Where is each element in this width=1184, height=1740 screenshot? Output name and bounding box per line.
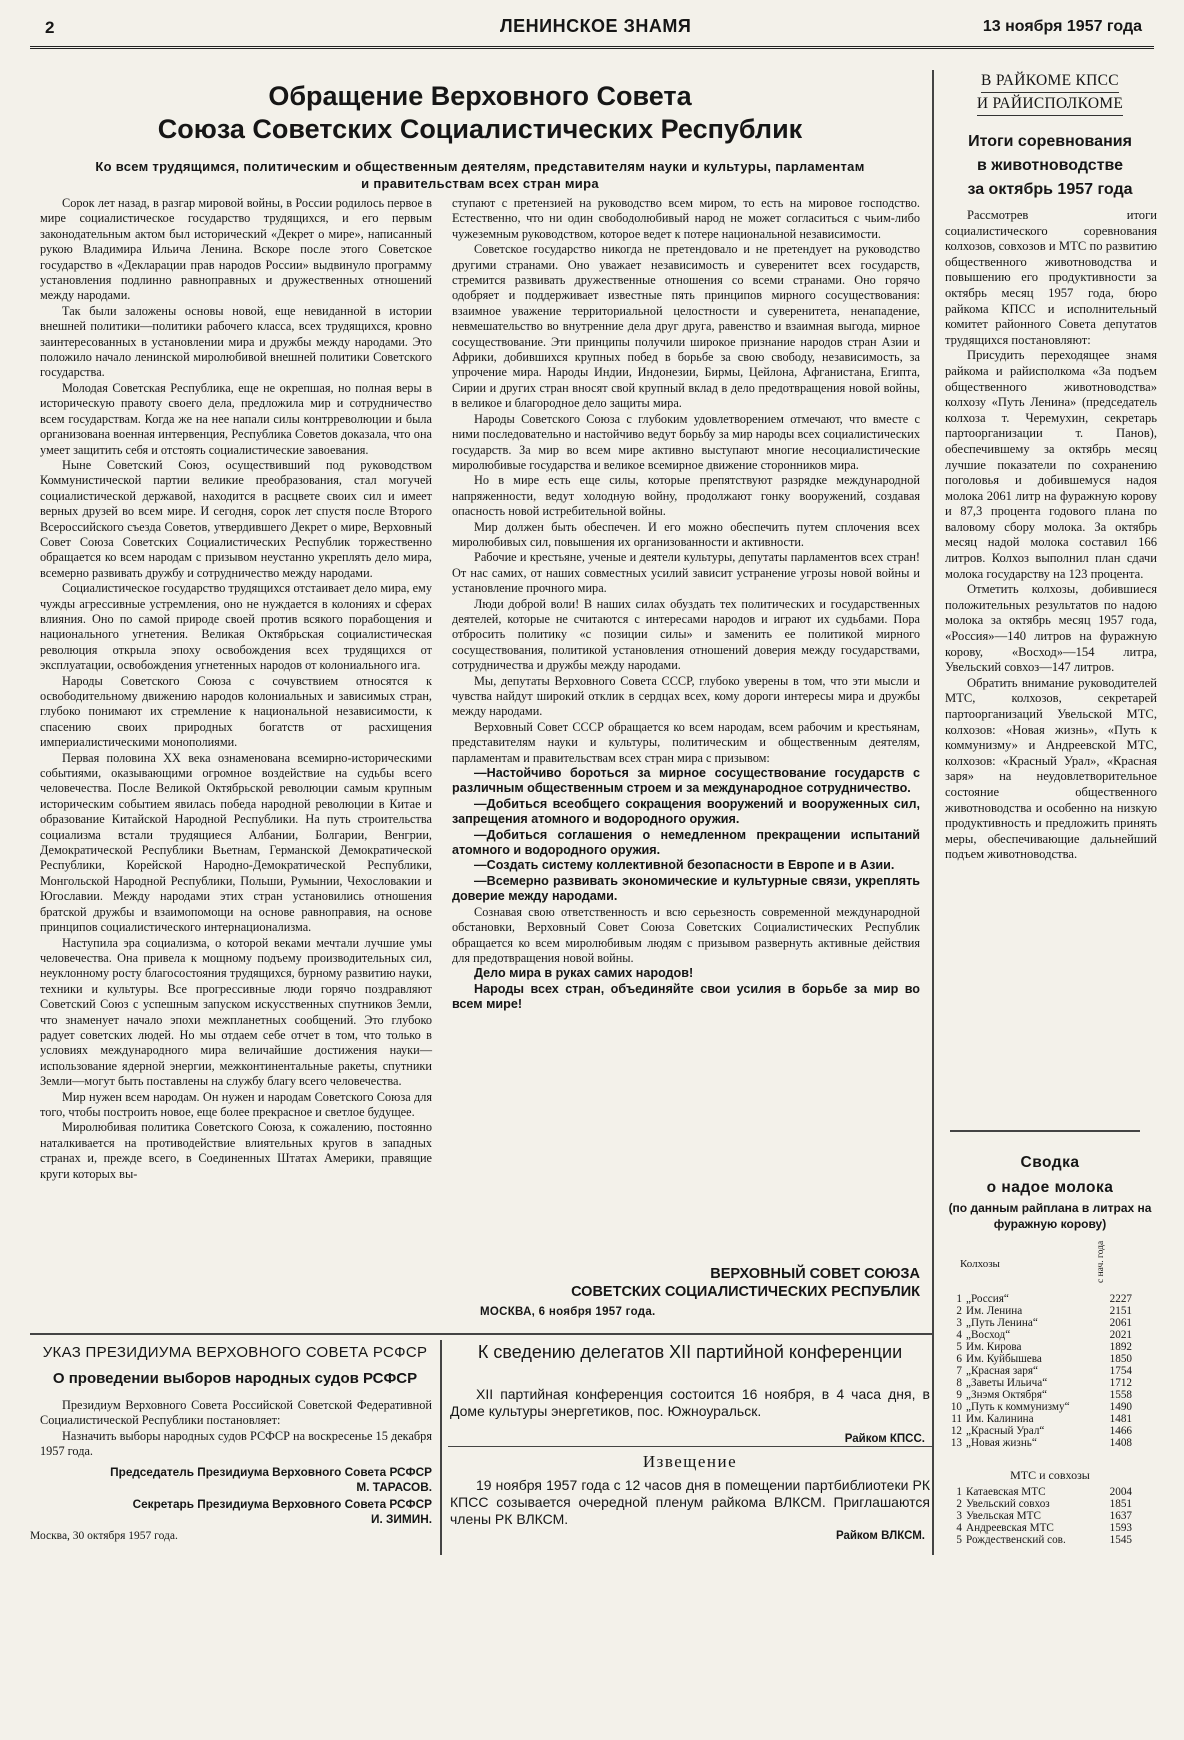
table-row: [948, 1498, 1142, 1510]
appeal-demand: —Настойчиво бороться за мирное сосуществование государств с различным общественным строем и за международное сотрудничество.: [452, 766, 920, 796]
row-number: 12: [950, 1425, 962, 1437]
row-name: Увельская МТС: [966, 1510, 1041, 1522]
appeal-paragraph: Советское государство никогда не претендовало и не претендует на руководство другими странами. Оно уважает независимость и суверенитет всех государств, стремится развивать дружественные отношения со всеми странами. Оно горячо одобряет и поддерживает известные пять принципов мирного сосуществования: взаимное уважение территориальной целостности и суверенитета, ненападение, невмешательство во внутренние дела друг друга, равенство и взаимная выгода, мирное сосуществование. Эти принципы получили широкое признание народов стран Азии и Африки, добившихся крупных побед в борьбе за свою свободу, независимость, за упрочение мира. Народы Индии, Индонезии, Бирмы, Цейлона, Афганистана, Египта, Сирии и других стран вносят свой крупный вклад в дело предотвращения новой войны, в великое и благородное дело защиты мира.: [452, 242, 920, 411]
appeal-signature-line1: ВЕРХОВНЫЙ СОВЕТ СОЮЗА: [710, 1266, 920, 1282]
row-name: Андреевская МТС: [966, 1522, 1054, 1534]
appeal-paragraph: Первая половина XX века ознаменована всемирно-историческими событиями, оказывающими огромное воздействие на судьбы всего человечества. После Великой Октябрьской революции самым крупным историческим событием явилась победа народной революции в Китае и образование Китайской Народной Республики. На путь строительства социализма встали трудящиеся Албании, Болгарии, Венгрии, Демократической Республики Вьетнам, Германской Демократической Республики, Корейской Народно-Демократической Республики, Монгольской Народной Республики, Польши, Румынии, Чехословакии и Югославии. Между народами этих стран установились отношения братской дружбы и взаимопомощи на основе равноправия, на основе принципов социалистического интернационализма.: [40, 750, 432, 935]
row-value: 2021: [1109, 1329, 1132, 1341]
appeal-paragraph: Социалистическое государство трудящихся отстаивает дело мира, ему чужды агрессивные устремления, оно не нуждается в колониях и сферах влияния. Оно по самой природе своей против всякого порабощения и национального угнетения. Великая Октябрьская социалистическая революция открыла эпоху освобождения всех трудящихся от эксплуатации, освобождения угнетенных народов от колониального ига.: [40, 581, 432, 673]
ukaz-sig1-name: М. ТАРАСОВ.: [356, 1480, 432, 1494]
appeal-paragraph: Но в мире есть еще силы, которые препятствуют разрядке международной напряженности, ведут холодную войну, продолжают гонку вооружений, создавая опасность новой истребительной войны.: [452, 473, 920, 519]
row-value: 2004: [1109, 1486, 1132, 1498]
appeal-paragraph: Ныне Советский Союз, осуществивший под руководством Коммунистической партии великие преобразования, стал могучей социалистической державой, находится в расцвете своих сил и имеет верных друзей во всем мире. И сегодня, сорок лет спустя после Второго Всероссийского съезда Советов, утвердившего Декрет о мире, Верховный Совет Союза Советских Социалистических Республик торжественно обращается ко всем народам с призывом неустанно укреплять дело мира, всемерно развивать дружбу и сотрудничество между народами.: [40, 457, 432, 580]
row-name: „Путь к коммунизму“: [966, 1401, 1070, 1413]
appeal-paragraph: Сознавая свою ответственность и всю серьезность современной международной обстановки, Верховный Совет Союза Советских Социалистических Республик обращается ко всем миролюбивым людям с призывом развернуть активные действия для предотвращения новой войны.: [452, 904, 920, 965]
appeal-paragraph: Так были заложены основы новой, еще невиданной в истории внешней политики—политики рабочего класса, всех трудящихся, кровно заинтересованных в установлении мира и дружбы между народами. Это положило начало ленинской миролюбивой внешней политики Советского государства.: [40, 303, 432, 380]
appeal-paragraph: Миролюбивая политика Советского Союза, к сожалению, постоянно наталкивается на противодействие влиятельных кругов в западных странах и, прежде всего, в Соединенных Штатах Америки, правящие круги которых вы-: [40, 1120, 432, 1181]
appeal-title-line1: Обращение Верховного Совета: [268, 81, 692, 111]
conference-title: К сведению делегатов XII партийной конференции: [477, 1342, 903, 1362]
table-row: [948, 1401, 1142, 1413]
table-row: [948, 1486, 1142, 1498]
ukaz-paragraph: Назначить выборы народных судов РСФСР на воскресенье 15 декабря 1957 года.: [40, 1428, 432, 1459]
row-value: 1490: [1109, 1401, 1132, 1413]
table-row: [948, 1425, 1142, 1437]
svodka-title-line2: о надое молока: [986, 1179, 1114, 1196]
raikom-body: [945, 208, 1157, 863]
newspaper-name: ЛЕНИНСКОЕ ЗНАМЯ: [500, 16, 692, 36]
notice-rule: [448, 1446, 932, 1447]
notice-text: 19 ноября 1957 года с 12 часов дня в помещении партбиблиотеки РК КПСС созывается очередной пленум райкома ВЛКСМ. Приглашаются члены РК ВЛКСМ.: [450, 1477, 930, 1527]
row-value: 1593: [1109, 1522, 1132, 1534]
row-name: Им. Ленина: [966, 1305, 1023, 1317]
appeal-paragraph: Народы Советского Союза с глубоким удовлетворением отмечают, что вместе с ними последовательно и настойчиво ведут борьбу за мир народы всех социалистических государств. За мир во всем мире активно выступают многие несоциалистические миролюбивые государства и великое всемирное движение сторонников мира.: [452, 411, 920, 472]
ukaz-signature-2: [40, 1497, 432, 1527]
row-number: 6: [956, 1353, 962, 1365]
table-row: [948, 1377, 1142, 1389]
row-number: 1: [956, 1486, 962, 1498]
right-column-divider: [932, 70, 934, 1340]
row-name: Им. Куйбышева: [966, 1353, 1042, 1365]
row-value: 1408: [1109, 1437, 1132, 1449]
table-row: [948, 1329, 1142, 1341]
raikom-title-line3: за октябрь 1957 года: [967, 181, 1133, 198]
appeal-closing: Народы всех стран, объединяйте свои усилия в борьбе за мир во всем мире!: [452, 981, 920, 1012]
table-row: [948, 1510, 1142, 1522]
table-row: [948, 1293, 1142, 1305]
appeal-paragraph: Мир должен быть обеспечен. И его можно обеспечить путем сплочения всех миролюбивых сил, повышения их организованности и активности.: [452, 519, 920, 549]
notice-title: Извещение: [642, 1452, 738, 1471]
appeal-signature: [480, 1265, 920, 1301]
row-name: „Красный Урал“: [966, 1425, 1045, 1437]
svodka-title: [940, 1150, 1160, 1200]
row-value: 1850: [1109, 1353, 1132, 1365]
header-rule: [30, 46, 1154, 49]
row-name: „Заветы Ильича“: [966, 1377, 1048, 1389]
appeal-title: [40, 80, 920, 146]
row-number: 9: [956, 1389, 962, 1401]
table-row: [948, 1522, 1142, 1534]
page-number: 2: [45, 18, 55, 37]
table-row: [948, 1437, 1142, 1449]
appeal-place-date: МОСКВА, 6 ноября 1957 года.: [480, 1306, 656, 1318]
row-value: 1754: [1109, 1365, 1132, 1377]
row-name: „Новая жизнь“: [966, 1437, 1037, 1449]
svodka-note: (по данным райплана в литрах на фуражную корову): [948, 1201, 1152, 1231]
row-name: Им. Калинина: [966, 1413, 1034, 1425]
row-number: 7: [956, 1365, 962, 1377]
svodka-subtitle: МТС и совхозы: [1010, 1468, 1090, 1482]
svodka-kolkhoz-table: [948, 1293, 1142, 1449]
appeal-demand: —Создать систему коллективной безопасности в Европе и в Азии.: [474, 858, 895, 873]
issue-date: 13 ноября 1957 года: [982, 18, 1142, 35]
row-number: 11: [951, 1413, 962, 1425]
appeal-closing: Дело мира в руках самих народов!: [474, 966, 694, 981]
appeal-paragraph: Рабочие и крестьяне, ученые и деятели культуры, депутаты парламентов всех стран! От нас самих, от наших совместных усилий зависит устранение угрозы новой войны и установление прочного мира.: [452, 550, 920, 596]
row-name: Увельский совхоз: [966, 1498, 1050, 1510]
row-number: 5: [956, 1341, 962, 1353]
appeal-bottom-rule: [30, 1333, 932, 1335]
table-row: [948, 1534, 1142, 1546]
right-column-divider-lower: [932, 1340, 934, 1555]
svodka-column-name: Колхозы: [960, 1258, 1000, 1270]
row-name: „Знэмя Октября“: [966, 1389, 1047, 1401]
row-number: 10: [950, 1401, 962, 1413]
svodka-top-rule: [950, 1130, 1140, 1132]
row-number: 1: [956, 1293, 962, 1305]
row-number: 3: [956, 1510, 962, 1522]
appeal-paragraph: Люди доброй воли! В наших силах обуздать тех политических и государственных деятелей, которые не считаются с интересами народов и играют их судьбами. Пора отбросить политику «с позиции силы» и заменить ее политикой мирного сосуществования, политикой установления отношений доверия между государствами, сотрудничества и дружбы между народами.: [452, 596, 920, 673]
row-value: 2227: [1109, 1293, 1132, 1305]
row-value: 1892: [1109, 1341, 1132, 1353]
raikom-paragraph: Присудить переходящее знамя райкома и райисполкома «За подъем общественного животноводства» колхозу «Путь Ленина» (председатель колхоза т. Черемухин, секретарь партоорганизации т. Панов), обеспечившему за октябрь месяц лучшие показатели по сохранению поголовья и добившемуся надоя молока 2061 литр на фуражную корову и 87,3 процента годового плана по валовому сбору молока. За октябрь месяц надой молока составил 166 литров. Колхоз выполнил план сдачи молока государству на 123 процента.: [945, 348, 1157, 581]
row-name: Катаевская МТС: [966, 1486, 1046, 1498]
row-value: 1481: [1109, 1413, 1132, 1425]
bottom-divider: [440, 1340, 442, 1555]
conference-text: XII партийная конференция состоится 16 ноября, в 4 часа дня, в Доме культуры энергетиков, пос. Южноуральск.: [450, 1386, 930, 1419]
conference-body: [450, 1386, 930, 1420]
ukaz-paragraph: Президиум Верховного Совета Российской Советской Федеративной Социалистической Республики постановляет:: [40, 1398, 432, 1428]
row-value: 1558: [1109, 1389, 1132, 1401]
appeal-paragraph: Молодая Советская Республика, еще не окрепшая, но полная веры в историческую правоту своего дела, предложила мир и сотрудничество всем государствам. Когда же на нее напали силы контрреволюции и была организована военная интервенция, Республика Советов доказала, что она умеет защитить себя и отстоять социалистические завоевания.: [40, 380, 432, 457]
row-name: Рождественский сов.: [966, 1534, 1066, 1546]
ukaz-header: УКАЗ ПРЕЗИДИУМА ВЕРХОВНОГО СОВЕТА РСФСР: [42, 1344, 428, 1361]
appeal-paragraph: Народы Советского Союза с сочувствием относятся к освободительному движению народов колониальных и зависимых стран, глубоко понимают их стремление к национальной независимости, к спасению своих природных богатств от расхищения империалистическими монополиями.: [40, 673, 432, 750]
ukaz-signature-1: [40, 1465, 432, 1495]
ukaz-sig2-name: И. ЗИМИН.: [370, 1512, 432, 1526]
appeal-demand: —Всемерно развивать экономические и культурные связи, укреплять доверие между народами.: [452, 873, 920, 904]
appeal-subtitle: Ко всем трудящимся, политическим и общественным деятелям, представителям науки и культуры, парламентам и правительствам всех стран мира: [95, 159, 865, 191]
raikom-paragraph: Рассмотрев итоги социалистического соревнования колхозов, совхозов и МТС по развитию общественного животноводства и повышению его продуктивности за октябрь месяц 1957 года, бюро райкома КПСС и исполнительный комитет районного Совета депутатов трудящихся постановляют:: [945, 208, 1157, 347]
ukaz-sig1-role: Председатель Президиума Верховного Совета РСФСР: [110, 1465, 432, 1479]
table-row: [948, 1413, 1142, 1425]
appeal-paragraph: Мир нужен всем народам. Он нужен и народам Советского Союза для того, чтобы построить новое, еще более прекрасное и светлое будущее.: [40, 1089, 432, 1119]
notice-signature: Райком ВЛКСМ.: [835, 1530, 925, 1542]
raikom-header-line1: В РАЙКОМЕ КПСС: [981, 70, 1119, 93]
appeal-column-2: [452, 196, 920, 1013]
row-value: 1712: [1109, 1377, 1132, 1389]
raikom-paragraph: Отметить колхозы, добившиеся положительных результатов по надою молока за октябрь месяц 1957 года, «Россия»—140 литров на фуражную корову, «Восход»—154 литра, Увельский совхоз—147 литров.: [945, 582, 1157, 675]
row-name: „Путь Ленина“: [966, 1317, 1038, 1329]
row-value: 2151: [1109, 1305, 1132, 1317]
row-value: 1466: [1109, 1425, 1132, 1437]
row-value: 2061: [1109, 1317, 1132, 1329]
raikom-header-line2: И РАЙИСПОЛКОМЕ: [977, 93, 1123, 116]
appeal-paragraph: ступают с претензией на руководство всем миром, то есть на мировое господство. Естественно, что ни один свободолюбивый народ не может согласиться с чьим-либо чужеземным руководством, которое ведет к потере национальной независимости.: [452, 196, 920, 241]
svodka-title-line1: Сводка: [1020, 1154, 1080, 1171]
row-number: 8: [956, 1377, 962, 1389]
row-number: 4: [956, 1522, 962, 1534]
row-number: 4: [956, 1329, 962, 1341]
table-row: [948, 1305, 1142, 1317]
ukaz-title: О проведении выборов народных судов РСФСР: [52, 1370, 418, 1387]
appeal-paragraph: Сорок лет назад, в разгар мировой войны, в России родилось первое в мире социалистическое государство трудящихся, и его первым законодательным актом был исторический «Декрет о мире», написанный рукою Владимира Ильича Ленина. Вскоре после этого Советское государство в «Декларации прав народов России» выдвинуло программу установления подлинно равноправных и дружественных отношений между народами.: [40, 196, 432, 303]
table-row: [948, 1389, 1142, 1401]
table-row: [948, 1365, 1142, 1377]
page-header: [30, 12, 1154, 40]
appeal-column-1: [40, 196, 432, 1182]
raikom-header: [940, 70, 1160, 116]
ukaz-sig2-role: Секретарь Президиума Верховного Совета РСФСР: [132, 1497, 432, 1511]
row-value: 1545: [1109, 1534, 1132, 1546]
row-name: „Россия“: [966, 1293, 1009, 1305]
row-number: 13: [950, 1437, 962, 1449]
appeal-demand: —Добиться соглашения о немедленном прекращении испытаний атомного и водородного оружия.: [452, 827, 920, 858]
appeal-paragraph: Мы, депутаты Верховного Совета СССР, глубоко уверены в том, что эти мысли и чувства найдут широкий отклик в сердцах всех, кому дороги интересы мира и дружбы между народами.: [452, 673, 920, 719]
appeal-paragraph: Наступила эра социализма, о которой веками мечтали лучшие умы человечества. Она привела к мощному подъему производительных сил, неуклонному росту благосостояния трудящихся, бурному развитию науки, техники и культуры. Все прогрессивные люди горячо поздравляют Советский Союз с успешным запуском искусственных спутников Земли, что знаменует начало эпохи межпланетных сообщений. Это глубоко радует советских людей. Но мы отдаем себе отчет в том, что только в условиях международного мира величайшие достижения науки—использование ядерной энергии, межконтинентальные ракеты, спутники Земли—могут быть поставлены на службу благу всего человечества.: [40, 935, 432, 1089]
table-row: [948, 1317, 1142, 1329]
row-number: 5: [956, 1534, 962, 1546]
raikom-title-line2: в животноводстве: [976, 157, 1124, 174]
row-name: „Восход“: [966, 1329, 1011, 1341]
row-number: 3: [956, 1317, 962, 1329]
ukaz-body: [40, 1398, 432, 1460]
appeal-title-line2: Союза Советских Социалистических Республик: [157, 114, 803, 144]
row-name: „Красная заря“: [966, 1365, 1038, 1377]
appeal-demand: —Добиться всеобщего сокращения вооружений и вооруженных сил, запрещения атомного и водородного оружия.: [452, 796, 920, 827]
raikom-title-line1: Итоги соревнования: [968, 133, 1132, 150]
conference-signature: Райком КПСС.: [844, 1433, 925, 1445]
svodka-column-unit: с нач. года: [1096, 1240, 1106, 1284]
raikom-title: [940, 130, 1160, 202]
notice-body: [450, 1477, 930, 1528]
raikom-paragraph: Обратить внимание руководителей МТС, колхозов, секретарей партоорганизаций Увельской МТС, колхозов: «Новая жизнь», «Путь к коммунизму» и Андреевской МТС, колхозов: «Красный Урал», «Красная заря» на неудовлетворительное состояние общественного животноводства и особенно на низкую продуктивность и предложить принять меры, обеспечивающие дальнейший подъем животноводства.: [945, 675, 1157, 862]
appeal-paragraph: Верховный Совет СССР обращается ко всем народам, всем рабочим и крестьянам, представителям науки и культуры, политическим и общественным деятелям, парламентам и правительствам всех стран мира с призывом:: [452, 719, 920, 765]
ukaz-place-date: Москва, 30 октября 1957 года.: [30, 1530, 178, 1542]
row-value: 1637: [1109, 1510, 1132, 1522]
row-name: Им. Кирова: [966, 1341, 1022, 1353]
row-number: 2: [956, 1305, 962, 1317]
row-value: 1851: [1109, 1498, 1132, 1510]
table-row: [948, 1341, 1142, 1353]
table-row: [948, 1353, 1142, 1365]
row-number: 2: [956, 1498, 962, 1510]
svodka-mts-table: [948, 1486, 1142, 1546]
appeal-signature-line2: СОВЕТСКИХ СОЦИАЛИСТИЧЕСКИХ РЕСПУБЛИК: [571, 1284, 920, 1300]
